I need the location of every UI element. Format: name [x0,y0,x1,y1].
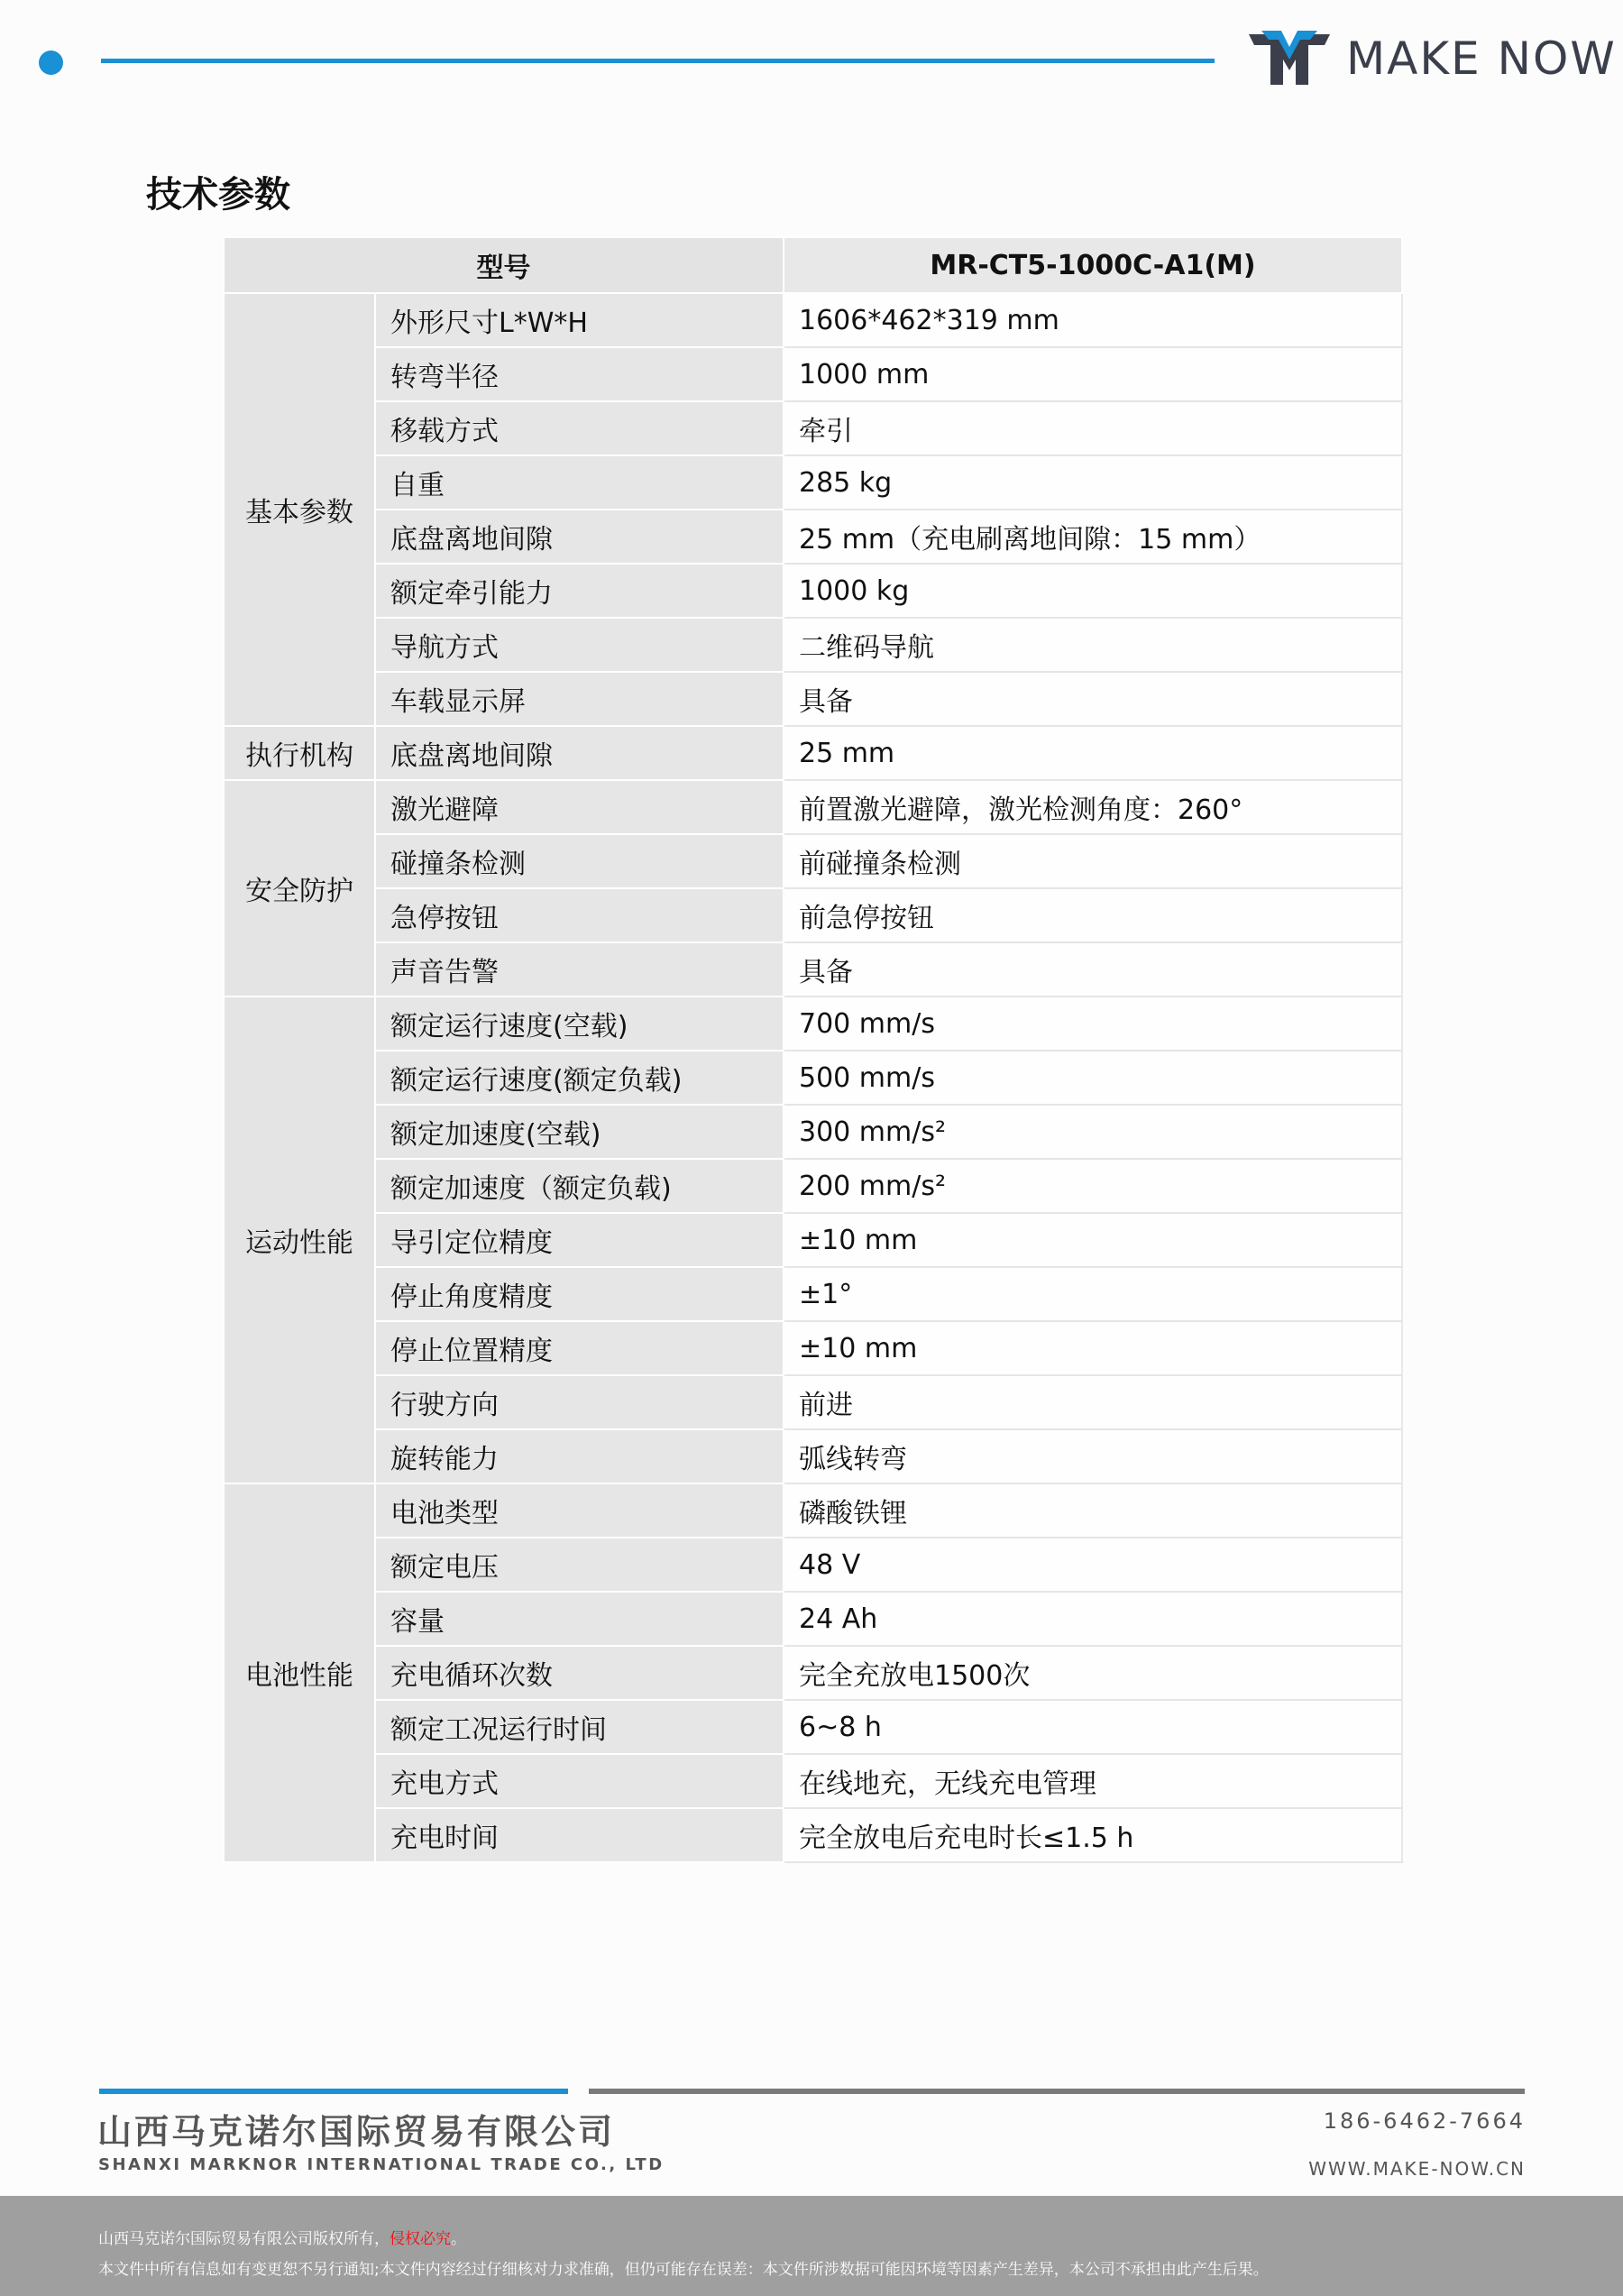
param-label: 车载显示屏 [375,672,784,726]
table-row [224,672,1402,726]
table-row [224,347,1402,401]
table-row [224,401,1402,455]
param-label: 额定牵引能力 [375,564,784,618]
param-label: 容量 [375,1592,784,1646]
header-accent-dot [39,51,63,75]
table-row [224,888,1402,942]
param-value: 25 mm（充电刷离地间隙：15 mm） [784,510,1402,564]
group-label: 安全防护 [224,780,375,996]
param-value: 285 kg [784,455,1402,510]
param-value: 6~8 h [784,1700,1402,1754]
param-label: 导引定位精度 [375,1213,784,1267]
param-value: 弧线转弯 [784,1429,1402,1483]
param-label: 额定运行速度(额定负载) [375,1051,784,1105]
table-row [224,942,1402,996]
model-value: MR-CT5-1000C-A1(M) [784,237,1402,293]
model-label: 型号 [224,237,784,293]
param-value: 前碰撞条检测 [784,834,1402,888]
table-row [224,564,1402,618]
param-label: 转弯半径 [375,347,784,401]
param-value: 48 V [784,1538,1402,1592]
param-value: 300 mm/s² [784,1105,1402,1159]
company-name-en: SHANXI MARKNOR INTERNATIONAL TRADE CO., LTD [98,2155,665,2174]
spec-body [224,293,1402,1862]
table-row [224,1592,1402,1646]
company-name-cn: 山西马克诺尔国际贸易有限公司 [97,2112,616,2152]
param-label: 底盘离地间隙 [375,510,784,564]
table-row [224,1051,1402,1105]
param-label: 外形尺寸L*W*H [375,293,784,347]
page-title: 技术参数 [146,174,290,216]
table-row [224,618,1402,672]
table-row [224,780,1402,834]
param-value: 25 mm [784,726,1402,780]
param-label: 急停按钮 [375,888,784,942]
param-label: 充电方式 [375,1754,784,1808]
group-label: 执行机构 [224,726,375,780]
table-row [224,1213,1402,1267]
param-label: 额定加速度（额定负载) [375,1159,784,1213]
copyright-prefix: 山西马克诺尔国际贸易有限公司版权所有， [98,2230,390,2248]
param-label: 碰撞条检测 [375,834,784,888]
copyright-line [98,2226,466,2248]
table-row [224,1105,1402,1159]
param-label: 额定电压 [375,1538,784,1592]
table-row [224,726,1402,780]
param-value: 前置激光避障，激光检测角度：260° [784,780,1402,834]
param-value: 24 Ah [784,1592,1402,1646]
table-header-row [224,237,1402,293]
param-label: 移载方式 [375,401,784,455]
param-value: 磷酸铁锂 [784,1483,1402,1538]
param-label: 激光避障 [375,780,784,834]
param-value: 1000 kg [784,564,1402,618]
table-row [224,455,1402,510]
param-value: 1000 mm [784,347,1402,401]
table-row [224,1321,1402,1375]
table-row [224,293,1402,347]
makenow-logo-icon [1249,29,1330,87]
footer-rule-gray [589,2089,1525,2094]
table-row [224,1483,1402,1538]
param-label: 额定工况运行时间 [375,1700,784,1754]
table-row [224,1267,1402,1321]
param-value: ±10 mm [784,1321,1402,1375]
table-row [224,1429,1402,1483]
param-label: 底盘离地间隙 [375,726,784,780]
param-value: ±1° [784,1267,1402,1321]
copyright-suffix: 。 [451,2230,466,2248]
param-label: 充电时间 [375,1808,784,1862]
param-label: 导航方式 [375,618,784,672]
table-row [224,1375,1402,1429]
param-label: 声音告警 [375,942,784,996]
group-label: 运动性能 [224,996,375,1483]
param-value: 具备 [784,672,1402,726]
param-label: 电池类型 [375,1483,784,1538]
param-label: 额定加速度(空载) [375,1105,784,1159]
param-value: ±10 mm [784,1213,1402,1267]
table-row [224,834,1402,888]
group-label: 电池性能 [224,1483,375,1862]
param-label: 旋转能力 [375,1429,784,1483]
website-url: WWW.MAKE-NOW.CN [1308,2158,1526,2180]
table-row [224,996,1402,1051]
table-row [224,1538,1402,1592]
param-label: 停止角度精度 [375,1267,784,1321]
table-row [224,510,1402,564]
table-row [224,1700,1402,1754]
table-row [224,1646,1402,1700]
copyright-warning: 侵权必究 [390,2230,451,2248]
spec-table [223,236,1403,1863]
param-value: 二维码导航 [784,618,1402,672]
param-label: 行驶方向 [375,1375,784,1429]
param-value: 牵引 [784,401,1402,455]
param-label: 额定运行速度(空载) [375,996,784,1051]
logo-wordmark: MAKE NOW [1346,32,1617,85]
param-label: 自重 [375,455,784,510]
param-value: 1606*462*319 mm [784,293,1402,347]
param-value: 前进 [784,1375,1402,1429]
param-value: 前急停按钮 [784,888,1402,942]
param-value: 500 mm/s [784,1051,1402,1105]
group-label: 基本参数 [224,293,375,726]
table-row [224,1159,1402,1213]
table-row [224,1808,1402,1862]
param-value: 完全充放电1500次 [784,1646,1402,1700]
param-value: 具备 [784,942,1402,996]
param-value: 在线地充，无线充电管理 [784,1754,1402,1808]
footer-rule-blue [99,2089,568,2094]
param-value: 200 mm/s² [784,1159,1402,1213]
param-value: 700 mm/s [784,996,1402,1051]
param-label: 充电循环次数 [375,1646,784,1700]
brand-logo [1249,27,1617,90]
disclaimer-line: 本文件中所有信息如有变更恕不另行通知;本文件内容经过仔细核对力求准确，但仍可能存在误差：本文件所涉数据可能因环境等因素产生差异，本公司不承担由此产生后果。 [98,2261,1269,2279]
param-value: 完全放电后充电时长≤1.5 h [784,1808,1402,1862]
contact-phone: 186-6462-7664 [1323,2108,1526,2134]
param-label: 停止位置精度 [375,1321,784,1375]
table-row [224,1754,1402,1808]
header-rule [101,59,1215,63]
